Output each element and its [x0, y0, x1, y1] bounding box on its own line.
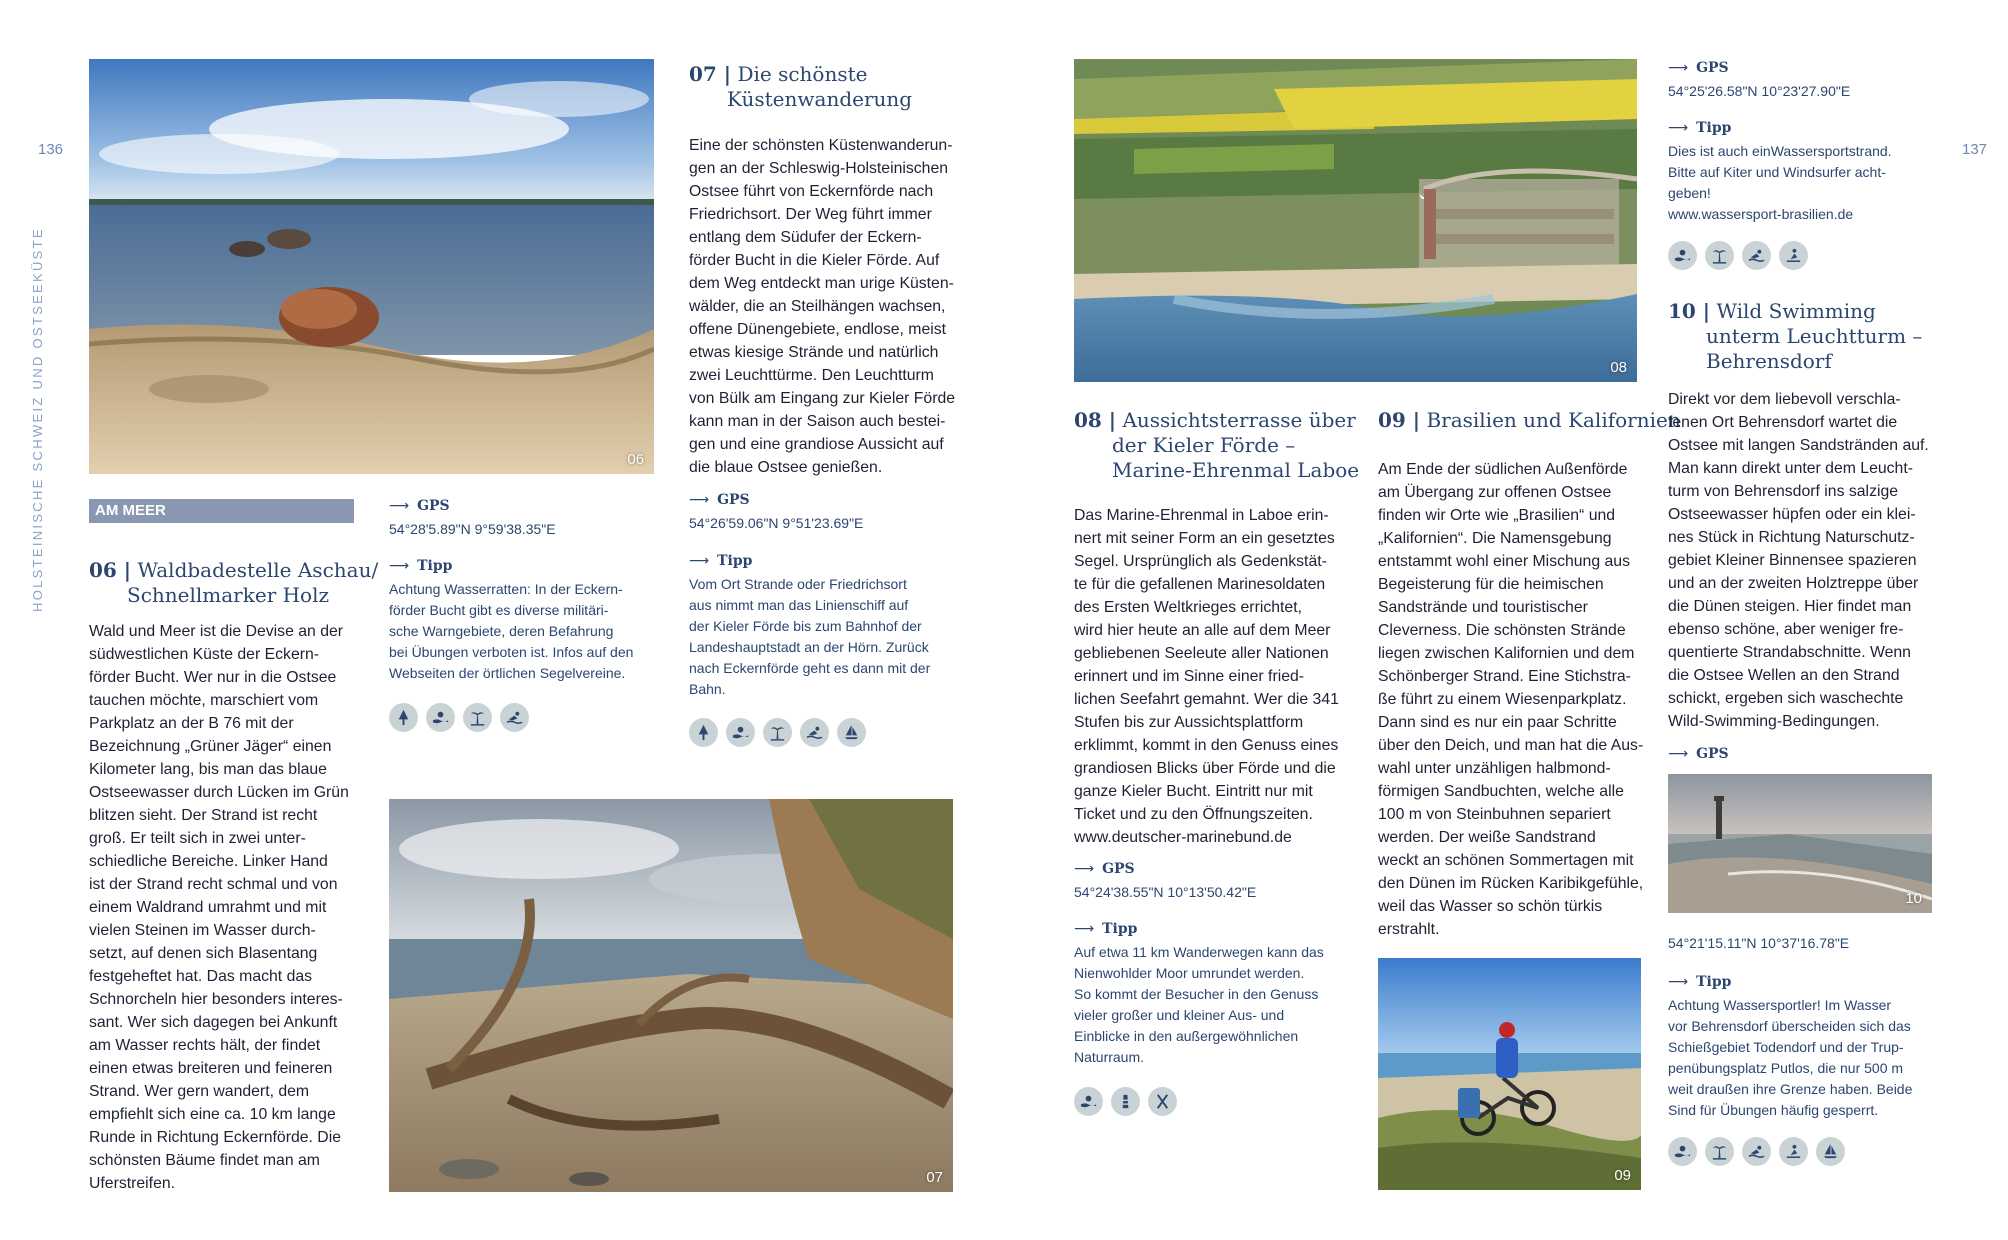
- body-line: Strand. Wer gern wandert, dem: [89, 1083, 310, 1100]
- arrow-right-icon: ⟶: [1668, 974, 1689, 990]
- tipp-label-text: Tipp: [417, 558, 453, 574]
- photo-07-driftwood-beach: [389, 799, 953, 1192]
- body-line: 100 m von Steinbuhnen separiert: [1378, 806, 1611, 823]
- tipp-label: [1668, 974, 1731, 990]
- tipp-label-text: Tipp: [1696, 120, 1732, 136]
- body-line: einen etwas breiteren und feineren: [89, 1060, 333, 1077]
- entry-07-icons: [689, 718, 866, 747]
- swim-icon: [1742, 1137, 1771, 1166]
- body-line: etwas kiesige Strände und natürlich: [689, 344, 939, 361]
- chapter-side-label: HOLSTEINISCHE SCHWEIZ UND OSTSEEKÜSTE: [30, 227, 45, 612]
- page-number: 137: [1962, 141, 1988, 158]
- photo-09-cyclist-dunes: [1378, 958, 1641, 1190]
- gps-label: [1074, 861, 1135, 877]
- tipp-text: [389, 579, 633, 684]
- tipp-line: vieler großer und kleiner Aus- und: [1074, 1007, 1285, 1023]
- entry-title-line: Behrensdorf: [1706, 349, 1832, 373]
- body-line: blitzen sieht. Der Strand ist recht: [89, 807, 318, 824]
- tipp-line: sche Warngebiete, deren Befahrung: [389, 623, 614, 639]
- body-line: te für die gefallenen Marinesoldaten: [1074, 576, 1326, 593]
- body-line: Runde in Richtung Eckernförde. Die: [89, 1129, 342, 1146]
- photo-06-stony-beach: [89, 59, 654, 474]
- body-line: „Kalifornien“. Die Namensgebung: [1378, 530, 1612, 547]
- tipp-line: Sind für Übungen häufig gesperrt.: [1668, 1102, 1879, 1118]
- body-line: Am Ende der südlichen Außenförde: [1378, 461, 1628, 478]
- body-line: setzt, auf denen sich Blasentang: [89, 945, 318, 962]
- gps-coordinates: 54°25'26.58"N 10°23'27.90"E: [1668, 83, 1851, 99]
- photo-number: 07: [926, 1169, 943, 1186]
- palm-icon: [1705, 241, 1734, 270]
- body-line: www.deutscher-marinebund.de: [1074, 829, 1292, 846]
- body-line: lichen Seefahrt gemahnt. Wer die 341: [1074, 691, 1339, 708]
- tipp-label-text: Tipp: [1102, 921, 1138, 937]
- arrow-right-icon: ⟶: [389, 558, 410, 574]
- body-line: empfiehlt sich eine ca. 10 km lange: [89, 1106, 336, 1123]
- body-line: gebiet Kleiner Binnensee spazieren: [1668, 552, 1917, 569]
- tipp-label-text: Tipp: [1696, 974, 1732, 990]
- body-line: liegen zwischen Kalifornien und dem: [1378, 645, 1635, 662]
- body-line: Cleverness. Die schönsten Strände: [1378, 622, 1626, 639]
- entry-06-heading: [89, 558, 378, 608]
- entry-09-body: [1378, 458, 1648, 941]
- body-line: gebliebenen Seeleute aller Nationen: [1074, 645, 1329, 662]
- tipp-text: [1668, 995, 1912, 1121]
- entry-title-line: Aussichtsterrasse über: [1122, 408, 1356, 432]
- photo-number: 08: [1610, 359, 1627, 376]
- entry-number: 09 |: [1378, 408, 1421, 432]
- palm-icon: [463, 703, 492, 732]
- photo-number: 06: [627, 451, 644, 468]
- tipp-line: nach Eckernförde geht es dann mit der: [689, 660, 931, 676]
- entry-10-icons: [1668, 1137, 1845, 1166]
- entry-09-heading: [1378, 408, 1681, 433]
- arrow-right-icon: ⟶: [689, 492, 710, 508]
- tipp-text: [1074, 942, 1324, 1068]
- tipp-line: Vom Ort Strande oder Friedrichsort: [689, 576, 907, 592]
- body-line: des Ersten Weltkrieges errichtet,: [1074, 599, 1302, 616]
- gps-label-text: GPS: [417, 498, 450, 514]
- gps-coordinates: 54°28'5.89"N 9°59'38.35"E: [389, 521, 556, 537]
- beach-icon: [726, 718, 755, 747]
- swim-icon: [500, 703, 529, 732]
- gps-label: [389, 498, 450, 514]
- body-line: entlang dem Südufer der Eckern-: [689, 229, 922, 246]
- swim-icon: [1742, 241, 1771, 270]
- arrow-right-icon: ⟶: [689, 553, 710, 569]
- restaurant-icon: [1148, 1087, 1177, 1116]
- body-line: finden wir Orte wie „Brasilien“ und: [1378, 507, 1616, 524]
- body-line: fenen Ort Behrensdorf wartet die: [1668, 414, 1898, 431]
- arrow-right-icon: ⟶: [1074, 921, 1095, 937]
- arrow-right-icon: ⟶: [1668, 746, 1689, 762]
- body-line: Kilometer lang, bis man das blaue: [89, 761, 327, 778]
- body-line: schiedliche Bereiche. Linker Hand: [89, 853, 328, 870]
- body-line: schönsten Bäume findet man am: [89, 1152, 320, 1169]
- body-line: nert mit seiner Form an ein gesetztes: [1074, 530, 1335, 547]
- body-line: Das Marine-Ehrenmal in Laboe erin-: [1074, 507, 1329, 524]
- body-line: Ostsee mit langen Sandstränden auf.: [1668, 437, 1929, 454]
- photo-number: 09: [1614, 1167, 1631, 1184]
- body-line: Ostsee führt von Eckernförde nach: [689, 183, 934, 200]
- body-line: erstrahlt.: [1378, 921, 1440, 938]
- entry-08-heading: [1074, 408, 1359, 483]
- body-line: Eine der schönsten Küstenwanderun-: [689, 137, 953, 154]
- body-line: Ostseewasser durch Lücken im Grün: [89, 784, 349, 801]
- body-line: wahl unter unzähligen halbmond-: [1378, 760, 1611, 777]
- tipp-line: Auf etwa 11 km Wanderwegen kann das: [1074, 944, 1324, 960]
- body-line: sant. Wer sich dagegen bei Ankunft: [89, 1014, 338, 1031]
- tipp-label: [389, 558, 452, 574]
- entry-title-line: Schnellmarker Holz: [127, 583, 330, 607]
- tipp-text: [1668, 141, 1892, 225]
- gps-label: [689, 492, 750, 508]
- body-line: Schönberger Strand. Eine Stichstra-: [1378, 668, 1631, 685]
- body-line: weckt an schönen Sommertagen mit: [1378, 852, 1634, 869]
- body-line: Begeisterung für die heimischen: [1378, 576, 1604, 593]
- tipp-label: [1074, 921, 1137, 937]
- body-line: Sandstrände und touristischer: [1378, 599, 1588, 616]
- body-line: förder Bucht. Wer nur in die Ostsee: [89, 669, 337, 686]
- entry-number: 07 |: [689, 62, 732, 86]
- body-line: Direkt vor dem liebevoll verschla-: [1668, 391, 1901, 408]
- beach-icon: [1074, 1087, 1103, 1116]
- body-line: wälder, die an Steilhängen wachsen,: [689, 298, 946, 315]
- body-line: Wild-Swimming-Bedingungen.: [1668, 713, 1880, 730]
- arrow-right-icon: ⟶: [1668, 120, 1689, 136]
- tipp-line: Nienwohlder Moor umrundet werden.: [1074, 965, 1305, 981]
- body-line: Uferstreifen.: [89, 1175, 176, 1192]
- tipp-line: der Kieler Förde bis zum Bahnhof der: [689, 618, 922, 634]
- body-line: Friedrichsort. Der Weg führt immer: [689, 206, 932, 223]
- entry-07-body: [689, 134, 969, 479]
- entry-title-line: Küstenwanderung: [727, 87, 913, 111]
- body-line: und an der zweiten Holztreppe über: [1668, 575, 1919, 592]
- lighthouse-icon: [1111, 1087, 1140, 1116]
- arrow-right-icon: ⟶: [389, 498, 410, 514]
- body-line: tauchen möchte, marschiert vom: [89, 692, 319, 709]
- palm-icon: [1705, 1137, 1734, 1166]
- tipp-label: [1668, 120, 1731, 136]
- website-link[interactable]: www.wassersport-brasilien.de: [1668, 206, 1854, 222]
- entry-10-heading: [1668, 299, 1922, 374]
- body-line: turm von Behrensdorf ins salzige: [1668, 483, 1899, 500]
- body-line: ist der Strand recht schmal und von: [89, 876, 338, 893]
- body-line: erinnert und im Sinne einer fried-: [1074, 668, 1305, 685]
- tipp-line: Bitte auf Kiter und Windsurfer acht-: [1668, 164, 1886, 180]
- body-line: förmigen Sandbuchten, welche alle: [1378, 783, 1624, 800]
- tipp-label-text: Tipp: [717, 553, 753, 569]
- body-line: Schnorcheln hier besonders interes-: [89, 991, 343, 1008]
- entry-07-heading: [689, 62, 912, 112]
- body-line: südwestlichen Küste der Eckern-: [89, 646, 320, 663]
- page-number: 136: [38, 141, 64, 158]
- kite-icon: [1779, 1137, 1808, 1166]
- tipp-line: So kommt der Besucher in den Genuss: [1074, 986, 1319, 1002]
- beach-icon: [1668, 1137, 1697, 1166]
- gps-label-text: GPS: [1696, 60, 1729, 76]
- body-line: Parkplatz an der B 76 mit der: [89, 715, 294, 732]
- beach-icon: [1668, 241, 1697, 270]
- entry-09-icons: [1668, 241, 1808, 270]
- gps-label: [1668, 60, 1729, 76]
- tipp-line: Webseiten der örtlichen Segelvereine.: [389, 665, 626, 681]
- entry-title-line: Brasilien und Kalifornien: [1426, 408, 1681, 432]
- gps-label-text: GPS: [1696, 746, 1729, 762]
- gps-label: [1668, 746, 1729, 762]
- tipp-line: aus nimmt man das Linienschiff auf: [689, 597, 909, 613]
- body-line: die blaue Ostsee genießen.: [689, 459, 883, 476]
- tipp-line: geben!: [1668, 185, 1711, 201]
- entry-title-line: Wild Swimming: [1716, 299, 1876, 323]
- tipp-label: [689, 553, 752, 569]
- photo-10-lighthouse-beach: [1668, 774, 1932, 913]
- body-line: am Übergang zur offenen Ostsee: [1378, 484, 1612, 501]
- body-line: über den Deich, und man hat die Aus-: [1378, 737, 1644, 754]
- tipp-line: penübungsplatz Putlos, die nur 500 m: [1668, 1060, 1904, 1076]
- tipp-line: weit draußen ihre Grenze haben. Beide: [1668, 1081, 1913, 1097]
- entry-title-line: Die schönste: [737, 62, 868, 86]
- body-line: dem Weg entdeckt man urige Küsten-: [689, 275, 954, 292]
- body-line: Ostseewasser hüpfen oder ein klei-: [1668, 506, 1916, 523]
- body-line: kann man in der Saison auch bestei-: [689, 413, 946, 430]
- body-line: vielen Steinen im Wasser durch-: [89, 922, 316, 939]
- body-line: offene Dünengebiete, endlose, meist: [689, 321, 947, 338]
- body-line: die Dünen steigen. Hier findet man: [1668, 598, 1912, 615]
- body-line: festgeheftet hat. Das macht das: [89, 968, 313, 985]
- entry-number: 06 |: [89, 558, 132, 582]
- entry-number: 10 |: [1668, 299, 1711, 323]
- body-line: zwei Leuchttürme. Den Leuchtturm: [689, 367, 934, 384]
- entry-title-line: Waldbadestelle Aschau/: [137, 558, 379, 582]
- tipp-text: [689, 574, 930, 700]
- entry-10-body: [1668, 388, 1948, 733]
- entry-title-line: der Kieler Förde –: [1112, 433, 1296, 457]
- body-line: quentierte Strandabschnitte. Wenn: [1668, 644, 1911, 661]
- tipp-line: Schießgebiet Todendorf und der Trup-: [1668, 1039, 1904, 1055]
- entry-06-icons: [389, 703, 529, 732]
- sail-icon: [837, 718, 866, 747]
- tipp-line: förder Bucht gibt es diverse militäri-: [389, 602, 609, 618]
- body-line: Dann sind es nur ein paar Schritte: [1378, 714, 1617, 731]
- body-line: Bezeichnung „Grüner Jäger“ einen: [89, 738, 332, 755]
- body-line: einem Waldrand umrahmt und mit: [89, 899, 327, 916]
- body-line: ße führt zu einem Wiesenparkplatz.: [1378, 691, 1627, 708]
- tipp-line: Achtung Wassersportler! Im Wasser: [1668, 997, 1892, 1013]
- entry-06-body: [89, 620, 359, 1195]
- arrow-right-icon: ⟶: [1668, 60, 1689, 76]
- photo-08-aerial-laboe: [1074, 59, 1637, 382]
- forest-icon: [689, 718, 718, 747]
- swim-icon: [800, 718, 829, 747]
- kite-icon: [1779, 241, 1808, 270]
- body-line: entstammt wohl einer Mischung aus: [1378, 553, 1630, 570]
- gps-label-text: GPS: [717, 492, 750, 508]
- tipp-line: bei Übungen verboten ist. Infos auf den: [389, 644, 634, 660]
- body-line: Wald und Meer ist die Devise an der: [89, 623, 344, 640]
- body-line: ebenso schöne, aber weniger fre-: [1668, 621, 1904, 638]
- body-line: ganze Kieler Bucht. Eintritt nur mit: [1074, 783, 1313, 800]
- tipp-line: Landeshauptstadt an der Hörn. Zurück: [689, 639, 929, 655]
- body-line: den Dünen im Rücken Karibikgefühle,: [1378, 875, 1644, 892]
- body-line: wird hier heute an alle auf dem Meer: [1074, 622, 1331, 639]
- tipp-line: Dies ist auch einWassersportstrand.: [1668, 143, 1892, 159]
- gps-coordinates: 54°24'38.55"N 10°13'50.42"E: [1074, 884, 1257, 900]
- section-tag: AM MEER: [89, 499, 354, 523]
- body-line: weil das Wasser so schön türkis: [1378, 898, 1603, 915]
- palm-icon: [763, 718, 792, 747]
- tipp-line: Einblicke in den außergewöhnlichen: [1074, 1028, 1299, 1044]
- body-line: groß. Er teilt sich in zwei unter-: [89, 830, 306, 847]
- body-line: Segel. Ursprünglich als Gedenkstät-: [1074, 553, 1327, 570]
- gps-coordinates: 54°26'59.06"N 9°51'23.69"E: [689, 515, 864, 531]
- body-line: gen und eine grandiose Aussicht auf: [689, 436, 944, 453]
- body-line: Man kann direkt unter dem Leucht-: [1668, 460, 1913, 477]
- entry-number: 08 |: [1074, 408, 1117, 432]
- body-line: förder Bucht in die Kieler Förde. Auf: [689, 252, 940, 269]
- tipp-line: Bahn.: [689, 681, 726, 697]
- body-line: nes Stück in Richtung Naturschutz-: [1668, 529, 1915, 546]
- photo-number: 10: [1905, 890, 1922, 907]
- entry-08-icons: [1074, 1087, 1177, 1116]
- body-line: die Ostsee Wellen an den Strand: [1668, 667, 1900, 684]
- body-line: erklimmt, kommt in den Genuss eines: [1074, 737, 1339, 754]
- tipp-line: Naturraum.: [1074, 1049, 1145, 1065]
- forest-icon: [389, 703, 418, 732]
- entry-title-line: Marine-Ehrenmal Laboe: [1112, 458, 1360, 482]
- arrow-right-icon: ⟶: [1074, 861, 1095, 877]
- tipp-line: vor Behrensdorf überscheiden sich das: [1668, 1018, 1911, 1034]
- body-line: von Bülk am Eingang zur Kieler Förde: [689, 390, 956, 407]
- body-line: Stufen bis zur Aussichtsplattform: [1074, 714, 1304, 731]
- body-line: Ticket und zu den Öffnungszeiten.: [1074, 806, 1313, 823]
- body-line: gen an der Schleswig-Holsteinischen: [689, 160, 949, 177]
- beach-icon: [426, 703, 455, 732]
- right-page: [1004, 0, 2008, 1240]
- body-line: grandiosen Blicks über Förde und die: [1074, 760, 1336, 777]
- sail-icon: [1816, 1137, 1845, 1166]
- entry-08-body: [1074, 504, 1354, 849]
- entry-title-line: unterm Leuchtturm –: [1706, 324, 1923, 348]
- body-line: schickt, ergeben sich waschechte: [1668, 690, 1904, 707]
- body-line: werden. Der weiße Sandstrand: [1378, 829, 1596, 846]
- gps-label-text: GPS: [1102, 861, 1135, 877]
- tipp-line: Achtung Wasserratten: In der Eckern-: [389, 581, 623, 597]
- gps-coordinates: 54°21'15.11"N 10°37'16.78"E: [1668, 935, 1850, 951]
- body-line: am Wasser rechts hält, der findet: [89, 1037, 321, 1054]
